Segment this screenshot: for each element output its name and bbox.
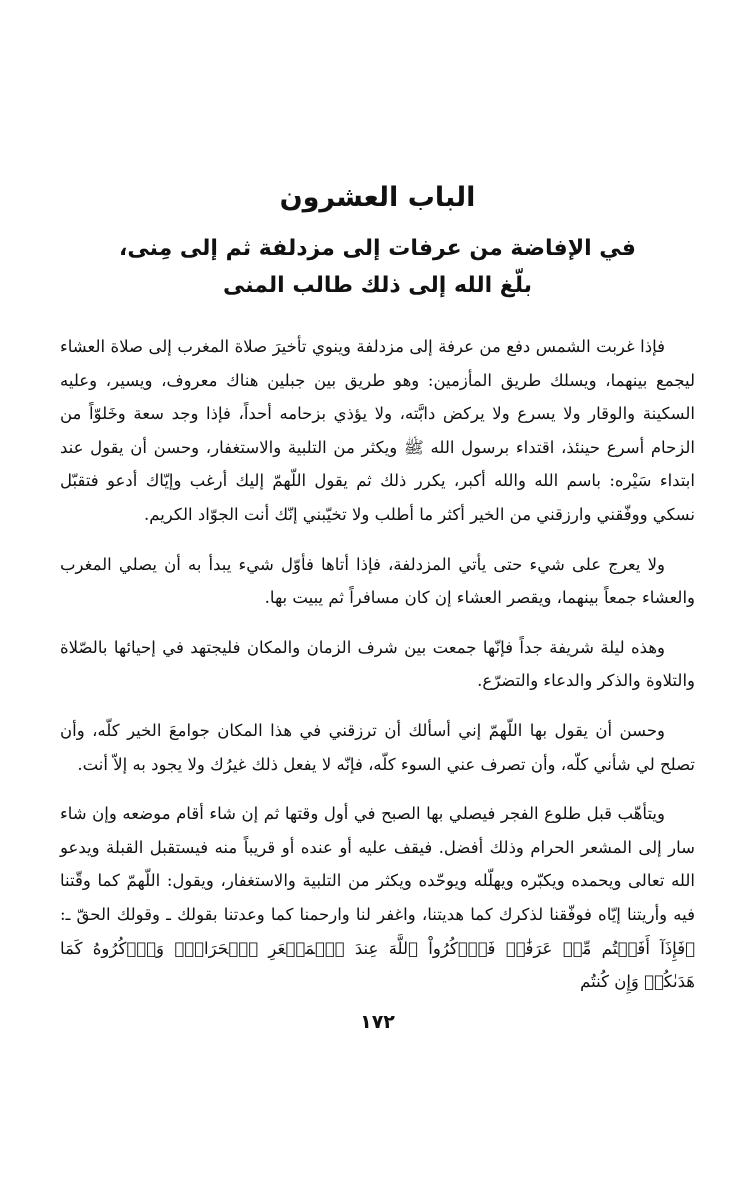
paragraph: فإذا غربت الشمس دفع من عرفة إلى مزدلفة وينوي تأخيرَ صلاة المغرب إلى صلاة العشاء ليجمع بينهما، ويسلك طريق المأزمين: وهو طريق بين جبلين هناك معروف، ويسير، وعليه السكينة والوقار ولا يسرع ولا يركض دابَّته، ولا يؤذي بزحامه أحداً، فإذا وجد سعة وخَلوّاً من الزحام أسرع حينئذ، اقتداء برسول الله ﷺ ويكثر من التلبية والاستغفار، وحسن أن يقول عند ابتداء سَيْره: باسم الله والله أكبر، يكرر ذلك ثم يقول اللّهمّ إليك أرغب وإيّاك أدعو فتقبّل نسكي ووفّقني وارزقني من الخير أكثر ما أطلب ولا تخيّبني إنّك أنت الجوّاد الكريم. xyxy=(60,337,695,524)
page-number: ١٧٢ xyxy=(360,1011,395,1033)
subtitle-line-1: في الإفاضة من عرفات إلى مزدلفة ثم إلى مِنى، xyxy=(119,236,636,261)
paragraph: ولا يعرج على شيء حتى يأتي المزدلفة، فإذا أتاها فأوّل شيء يبدأ به أن يصلي المغرب والعشاء جمعاً بينهما، ويقصر العشاء إن كان مسافراً ثم يبيت بها. xyxy=(60,554,695,608)
paragraph: وحسن أن يقول بها اللّهمّ إني أسألك أن ترزقني في هذا المكان جوامعَ الخير كلّه، وأن تصلح لي شأني كلّه، وأن تصرف عني السوء كلّه، فإنّه لا يفعل ذلك غيرُك ولا يجود به إلاّ أنت. xyxy=(60,720,695,774)
body-text xyxy=(60,330,695,999)
subtitle-line-2: بلّغ الله إلى ذلك طالب المنى xyxy=(222,273,533,298)
paragraph: ويتأهّب قبل طلوع الفجر فيصلي بها الصبح في أول وقتها ثم إن شاء أقام موضعه وإن شاء سار إلى المشعر الحرام وذلك أفضل. فيقف عليه أو عنده أو قريباً منه فيستقبل القبلة ويدعو الله تعالى ويحمده ويكبّره ويهلّله ويوحّده ويكثر من التلبية والاستغفار، ويقول: اللّهمّ كما وقّتنا فيه وأريتنا إيّاه فوفّقنا لذكرك كما هديتنا، واغفر لنا وارحمنا كما وعدتنا بقولك ـ وقولك الحقّ ـ: ﴿فَإِذَآ أَفَضۡتُم مِّنۡ عَرَفَٰتٖ فَٱذۡكُرُواْ ٱللَّهَ عِندَ ٱلۡمَشۡعَرِ ٱلۡحَرَامِۖ وَٱذۡكُرُوهُ كَمَا هَدَىٰكُمۡ وَإِن كُنتُم xyxy=(60,804,695,992)
chapter-subtitle xyxy=(60,230,695,304)
chapter-title: الباب العشرون xyxy=(279,182,476,213)
paragraph: وهذه ليلة شريفة جداً فإنّها جمعت بين شرف الزمان والمكان فليجتهد في إحيائها بالصّلاة والتلاوة والذكر والدعاء والتضرّع. xyxy=(60,637,695,691)
